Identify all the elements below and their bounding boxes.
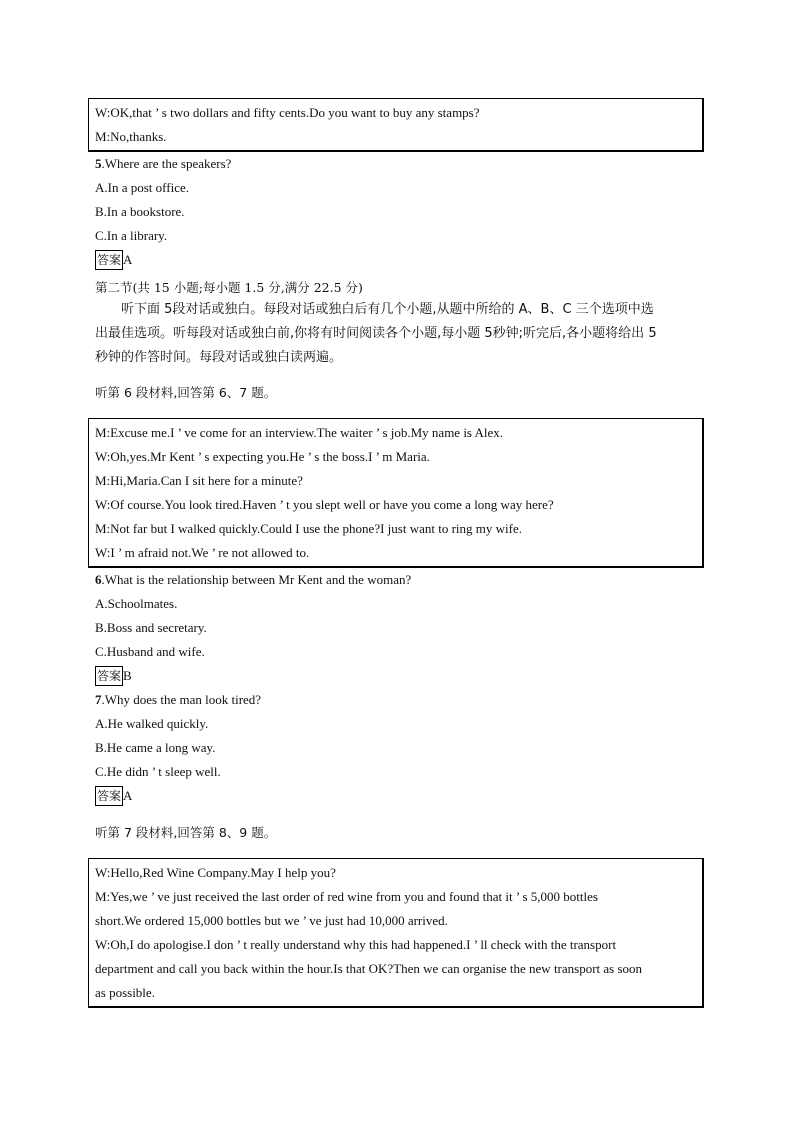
question-stem	[95, 688, 261, 712]
dialogue-line: W:I ’ m afraid not.We ’ re not allowed to.	[95, 545, 310, 560]
dialogue-line: M:Not far but I walked quickly.Could I use the phone?I just want to ring my wife.	[95, 521, 522, 536]
dialogue-line: department and call you back within the hour.Is that OK?Then we can organise the new transport as soon	[95, 961, 643, 976]
option-c: C.He didn ’ t sleep well.	[95, 764, 221, 779]
question-number: 6	[95, 572, 102, 587]
answer-label: 答案	[95, 786, 123, 806]
option-b: B.He came a long way.	[95, 740, 216, 755]
dialogue-line: M:No,thanks.	[95, 129, 167, 144]
dialogue-line: M:Excuse me.I ’ ve come for an interview.The waiter ’ s job.My name is Alex.	[95, 425, 504, 440]
dialogue-line: W:Oh,yes.Mr Kent ’ s expecting you.He ’ s the boss.I ’ m Maria.	[95, 449, 430, 464]
question-7	[95, 688, 261, 808]
option-a: A.He walked quickly.	[95, 716, 209, 731]
option-b: B.Boss and secretary.	[95, 620, 207, 635]
question-stem	[95, 152, 231, 176]
dialogue-line: W:Of course.You look tired.Haven ’ t you slept well or have you come a long way here?	[95, 497, 554, 512]
answer-row	[95, 784, 261, 808]
question-number: 7	[95, 692, 102, 707]
dialogue-line: M:Yes,we ’ ve just received the last order of red wine from you and found that it ’ s 5,000 bottles	[95, 889, 598, 904]
question-text: .Where are the speakers?	[101, 156, 232, 171]
option-a: A.In a post office.	[95, 180, 189, 195]
instruction-line: 听下面 5段对话或独白。每段对话或独白后有几个小题,从题中所给的 A、B、C 三个选项中选	[121, 302, 654, 317]
dialogue-box-3	[88, 858, 704, 1008]
option-a: A.Schoolmates.	[95, 596, 178, 611]
instruction-line: 出最佳选项。听每段对话或独白前,你将有时间阅读各个小题,每小题 5秒钟;听完后,各小题将给出 5	[95, 326, 657, 341]
question-text: .Why does the man look tired?	[101, 692, 262, 707]
question-5	[95, 152, 231, 272]
dialogue-line: W:OK,that ’ s two dollars and fifty cents.Do you want to buy any stamps?	[95, 105, 480, 120]
answer-value: A	[123, 788, 133, 803]
answer-label: 答案	[95, 250, 123, 270]
option-c: C.In a library.	[95, 228, 168, 243]
answer-value: A	[123, 252, 133, 267]
dialogue-line: as possible.	[95, 985, 155, 1000]
dialogue-box-1	[88, 98, 704, 152]
option-b: B.In a bookstore.	[95, 204, 185, 219]
dialogue-line: W:Oh,I do apologise.I don ’ t really understand why this had happened.I ’ ll check with the transport	[95, 937, 617, 952]
dialogue-line: short.We ordered 15,000 bottles but we ’ ve just had 10,000 arrived.	[95, 913, 448, 928]
question-6	[95, 568, 411, 688]
answer-label: 答案	[95, 666, 123, 686]
section-title: 第二节(共 15 小题;每小题 1.5 分,满分 22.5 分)	[95, 280, 363, 295]
section-instructions	[95, 298, 701, 370]
answer-row	[95, 248, 231, 272]
option-c: C.Husband and wife.	[95, 644, 205, 659]
material-lead-6: 听第 6 段材料,回答第 6、7 题。	[95, 385, 277, 400]
question-number: 5	[95, 156, 102, 171]
material-lead-7: 听第 7 段材料,回答第 8、9 题。	[95, 825, 277, 840]
dialogue-line: W:Hello,Red Wine Company.May I help you?	[95, 865, 336, 880]
answer-value: B	[123, 668, 132, 683]
dialogue-line: M:Hi,Maria.Can I sit here for a minute?	[95, 473, 303, 488]
answer-row	[95, 664, 411, 688]
instruction-line: 秒钟的作答时间。每段对话或独白读两遍。	[95, 350, 343, 365]
dialogue-box-2	[88, 418, 704, 568]
question-text: .What is the relationship between Mr Kent and the woman?	[101, 572, 412, 587]
question-stem	[95, 568, 411, 592]
